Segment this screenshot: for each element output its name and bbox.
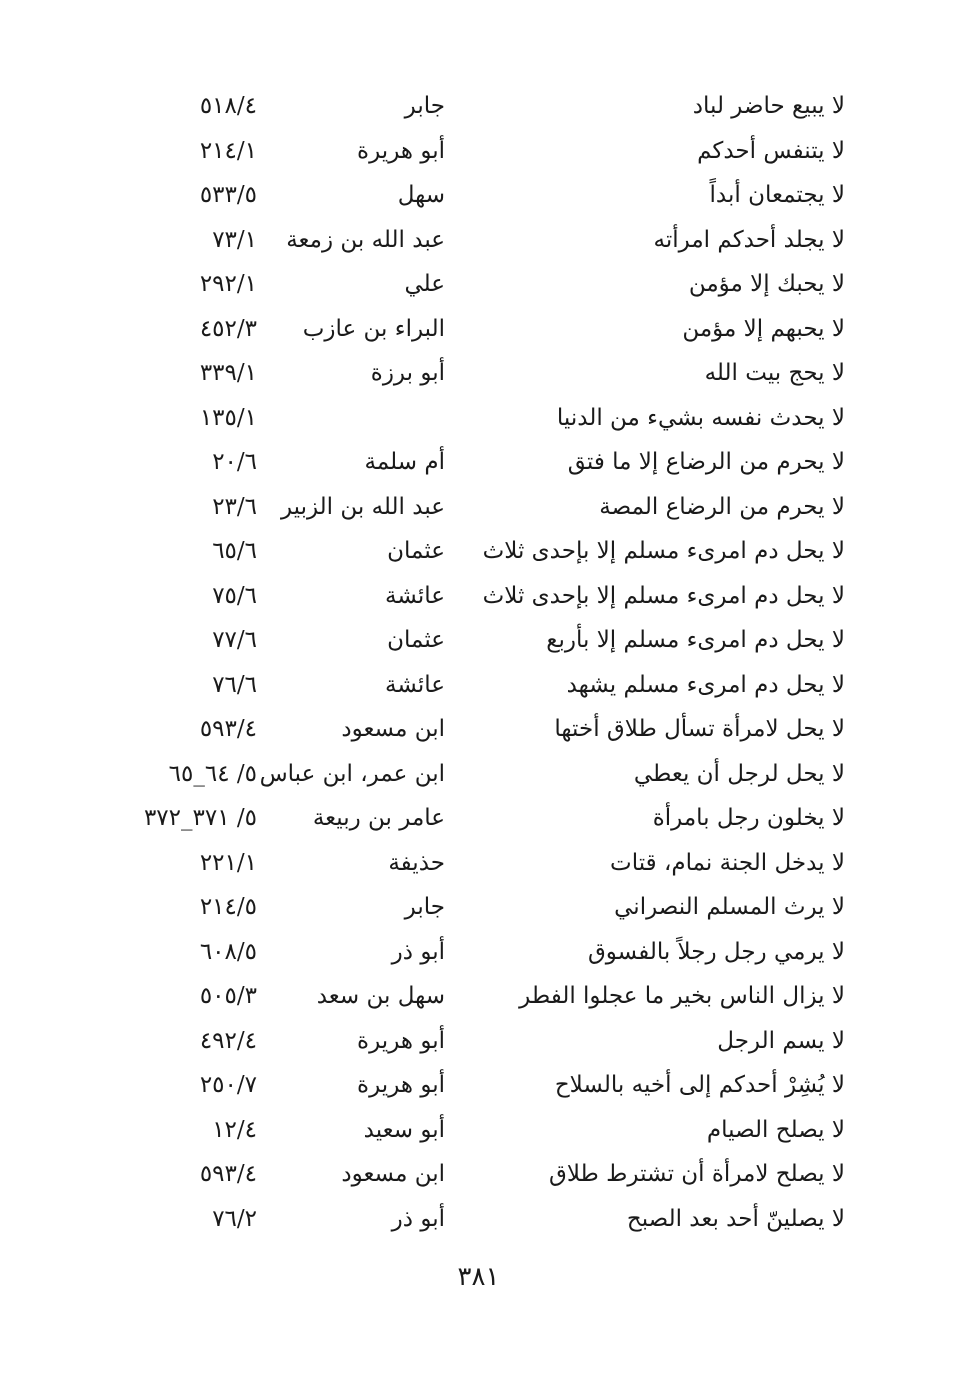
hadith-text: لا يحل لرجل أن يعطي	[633, 760, 845, 787]
narrator: عثمان	[387, 538, 445, 564]
hadith-text: لا يبيع حاضر لباد	[692, 93, 845, 119]
narrator: جابر	[404, 93, 445, 119]
volume-page-reference: ٢٠/٦	[212, 449, 257, 475]
volume-page-reference: ١٣٥/١	[199, 404, 257, 431]
volume-page-reference: ٥٠٥/٣	[199, 983, 257, 1009]
volume-page-reference: ٥/ ٣٧١_٣٧٢	[143, 805, 257, 831]
index-row	[0, 396, 957, 441]
volume-page-reference: ١٢/٤	[212, 1116, 257, 1143]
narrator: سهل	[397, 182, 445, 208]
narrator: أبو ذر	[391, 938, 445, 965]
hadith-text: لا يحل دم امرىء مسلم إلا بإحدى ثلاث	[482, 538, 845, 564]
hadith-text: لا يدخل الجنة نمام، قتات	[610, 849, 845, 876]
index-row	[0, 1152, 957, 1197]
hadith-text: لا يحرم من الرضاع المصة	[599, 493, 845, 520]
narrator: عامر بن ربيعة	[312, 805, 445, 831]
page-number: ٣٨١	[457, 1262, 500, 1292]
hadith-text: لا يصلح لامرأة أن تشترط طلاق	[548, 1161, 845, 1187]
volume-page-reference: ٧٣/١	[212, 226, 257, 253]
hadith-text: لا يجلد أحدكم امرأته	[653, 226, 845, 253]
hadith-text: لا يصلح الصيام	[706, 1116, 845, 1143]
narrator: أبو هريرة	[357, 1027, 445, 1054]
volume-page-reference: ٢١٤/١	[199, 137, 257, 164]
hadith-text: لا يزال الناس بخير ما عجلوا الفطر	[519, 983, 845, 1009]
hadith-text: لا يحج بيت الله	[704, 360, 845, 386]
volume-page-reference: ٤٩٢/٤	[199, 1027, 257, 1054]
index-row	[0, 1108, 957, 1153]
narrator: جابر	[404, 894, 445, 920]
volume-page-reference: ٦٥/٦	[212, 538, 257, 564]
narrator: أبو هريرة	[357, 137, 445, 164]
hadith-text: لا يرمي رجل رجلاً بالفسوق	[587, 938, 845, 965]
hadith-text: لا يجتمعان أبداً	[709, 182, 845, 208]
index-row	[0, 218, 957, 263]
volume-page-reference: ٤٥٢/٣	[199, 315, 257, 342]
index-row	[0, 618, 957, 663]
index-row	[0, 796, 957, 841]
index-row	[0, 707, 957, 752]
volume-page-reference: ٢١٤/٥	[199, 894, 257, 920]
narrator: أبو هريرة	[357, 1072, 445, 1098]
narrator: أبو ذر	[391, 1205, 445, 1232]
hadith-text: لا يحل دم امرىء مسلم إلا بإحدى ثلاث	[482, 582, 845, 609]
volume-page-reference: ٢٩٢/١	[199, 271, 257, 297]
volume-page-reference: ٥٩٣/٤	[199, 716, 257, 742]
volume-page-reference: ٢٢١/١	[199, 849, 257, 876]
index-row	[0, 351, 957, 396]
narrator: حذيفة	[388, 849, 445, 876]
hadith-text: لا يصلينّ أحد بعد الصبح	[626, 1205, 845, 1232]
index-row	[0, 930, 957, 975]
narrator: عبد الله بن زمعة	[286, 226, 445, 253]
narrator: البراء بن عازب	[302, 315, 445, 342]
narrator: عائشة	[385, 582, 445, 609]
hadith-index-list	[0, 84, 957, 1241]
volume-page-reference: ٧٦/٦	[212, 671, 257, 698]
index-row	[0, 974, 957, 1019]
volume-page-reference: ٣٣٩/١	[199, 360, 257, 386]
index-row	[0, 1019, 957, 1064]
hadith-text: لا يتنفس أحدكم	[697, 137, 845, 164]
index-row	[0, 885, 957, 930]
narrator: ابن عمر، ابن عباس	[259, 760, 445, 787]
hadith-text: لا يسم الرجل	[717, 1027, 845, 1054]
hadith-text: لا يحدث نفسه بشيء من الدنيا	[556, 404, 845, 431]
hadith-text: لا يحرم من الرضاع إلا ما فتق	[567, 449, 845, 475]
narrator: علي	[404, 271, 445, 297]
volume-page-reference: ٦٠٨/٥	[199, 938, 257, 965]
narrator: أبو برزة	[370, 360, 445, 386]
volume-page-reference: ٧٦/٢	[212, 1205, 257, 1232]
index-row	[0, 440, 957, 485]
hadith-text: لا يحل دم امرىء مسلم إلا بأربع	[546, 627, 845, 653]
volume-page-reference: ٧٧/٦	[212, 627, 257, 653]
index-row	[0, 262, 957, 307]
index-row	[0, 1063, 957, 1108]
index-row	[0, 574, 957, 619]
index-row	[0, 84, 957, 129]
narrator: عبد الله بن الزبير	[280, 493, 445, 520]
narrator: سهل بن سعد	[316, 983, 445, 1009]
volume-page-reference: ٥٣٣/٥	[199, 182, 257, 208]
index-row	[0, 485, 957, 530]
index-row	[0, 307, 957, 352]
index-row	[0, 841, 957, 886]
volume-page-reference: ٢٥٠/٧	[199, 1072, 257, 1098]
index-row	[0, 529, 957, 574]
index-row	[0, 129, 957, 174]
hadith-text: لا يحبك إلا مؤمن	[688, 271, 845, 297]
hadith-text: لا يحل دم امرىء مسلم يشهد	[566, 671, 845, 698]
index-row	[0, 173, 957, 218]
volume-page-reference: ٥/ ٦٤_٦٥	[168, 760, 257, 787]
hadith-text: لا يُشِرْ أحدكم إلى أخيه بالسلاح	[554, 1072, 845, 1098]
narrator: أم سلمة	[364, 449, 445, 475]
narrator: أبو سعيد	[363, 1116, 445, 1143]
index-row	[0, 752, 957, 797]
hadith-text: لا يحل لامرأة تسأل طلاق أختها	[554, 716, 845, 742]
volume-page-reference: ٧٥/٦	[212, 582, 257, 609]
hadith-text: لا يرث المسلم النصراني	[614, 894, 845, 920]
hadith-text: لا يخلون رجل بامرأة	[652, 805, 845, 831]
index-row	[0, 663, 957, 708]
narrator: عثمان	[387, 627, 445, 653]
volume-page-reference: ٥١٨/٤	[199, 93, 257, 119]
volume-page-reference: ٢٣/٦	[212, 493, 257, 520]
narrator: عائشة	[385, 671, 445, 698]
narrator: ابن مسعود	[341, 1161, 445, 1187]
volume-page-reference: ٥٩٣/٤	[199, 1161, 257, 1187]
hadith-text: لا يحبهم إلا مؤمن	[682, 315, 845, 342]
narrator: ابن مسعود	[341, 716, 445, 742]
index-row	[0, 1197, 957, 1242]
